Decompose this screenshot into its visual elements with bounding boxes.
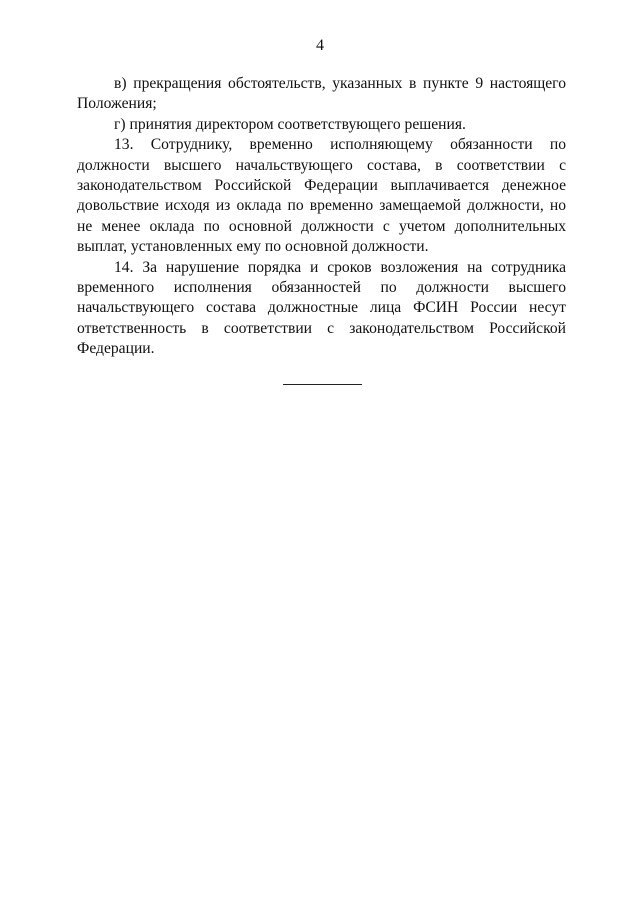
paragraph-14: 14. За нарушение порядка и сроков возложения на сотрудника временного исполнения обязанностей по должности высшего начальствующего состава должностные лица ФСИН России несут ответственность в соответствии с законодательством Российской Федерации. <box>77 258 566 358</box>
paragraph-13: 13. Сотруднику, временно исполняющему обязанности по должности высшего начальствующего состава, в соответствии с законодательством Российской Федерации выплачивается денежное довольствие исходя из оклада по временно замещаемой должности, но не менее оклада по основной должности с учетом дополнительных выплат, установленных ему по основной должности. <box>77 136 566 256</box>
paragraph-subitem-g: г) принятия директором соответствующего решения. <box>114 115 466 133</box>
paragraph-subitem-v: в) прекращения обстоятельств, указанных в пункте 9 настоящего Положения; <box>77 75 566 113</box>
page-number: 4 <box>316 37 324 54</box>
end-separator-line <box>283 384 362 385</box>
document-body <box>77 74 566 360</box>
